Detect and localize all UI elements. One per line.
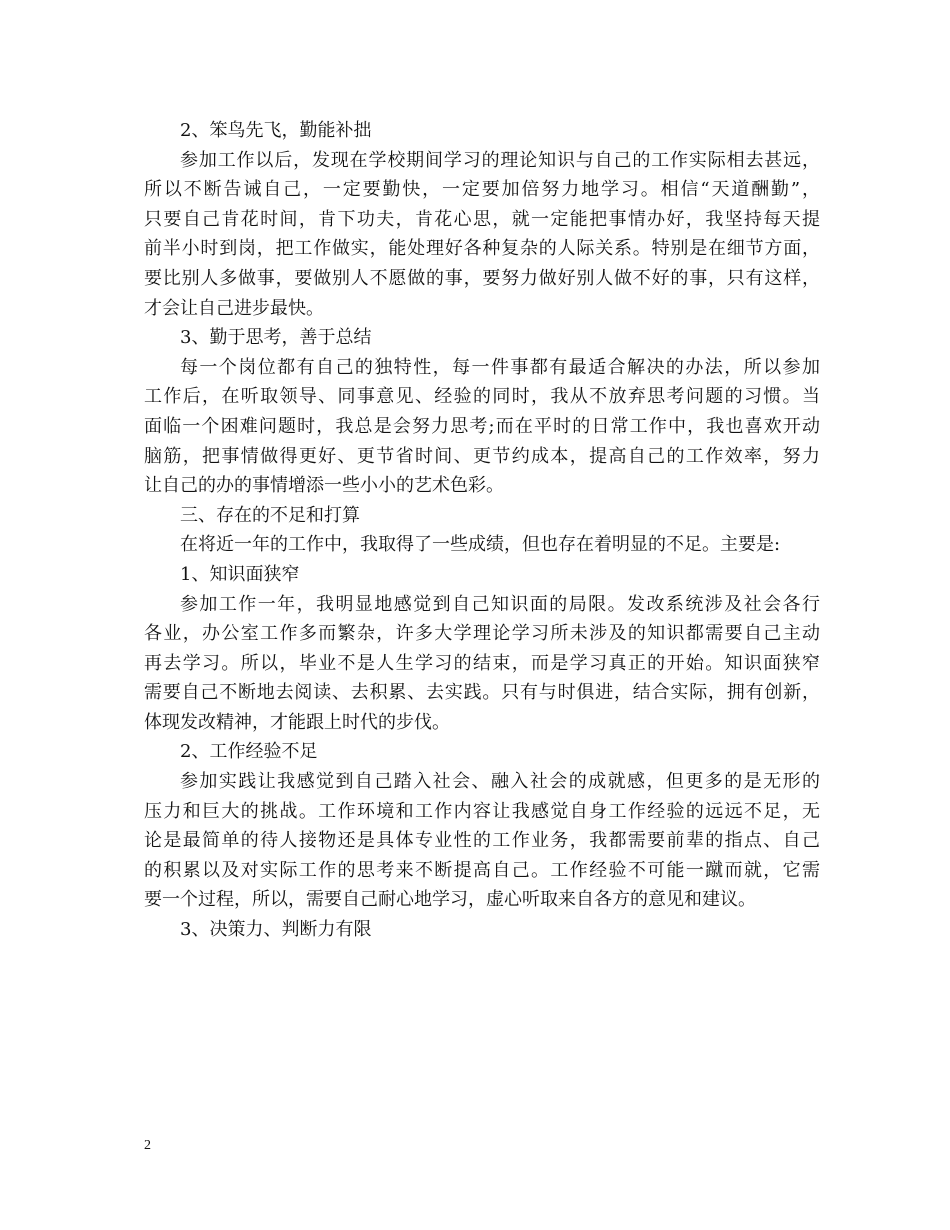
- paragraph-line: 在将近一年的工作中，我取得了一些成绩，但也存在着明显的不足。主要是:: [180, 534, 781, 556]
- paragraph-line: 只要自己肯花时间，肯下功夫，肯花心思，就一定能把事情办好，我坚持每天提: [144, 208, 820, 230]
- paragraph-line: 要比别人多做事，要做别人不愿做的事，要努力做好别人做不好的事，只有这样，: [144, 267, 820, 289]
- paragraph-line: 压力和巨大的挑战。工作环境和工作内容让我感觉自身工作经验的远远不足，无: [144, 800, 820, 822]
- paragraph-line: 才会让自己进步最快。: [144, 297, 324, 319]
- paragraph-line: 让自己的办的事情增添一些小小的艺术色彩。: [144, 475, 504, 497]
- section-heading: 1、知识面狭窄: [180, 563, 300, 585]
- paragraph-line: 面临一个困难问题时，我总是会努力思考;而在平时的日常工作中，我也喜欢开动: [144, 415, 820, 437]
- paragraph-line: 参加工作一年，我明显地感觉到自己知识面的局限。发改系统涉及社会各行: [180, 593, 820, 615]
- paragraph-line: 参加实践让我感觉到自己踏入社会、融入社会的成就感，但更多的是无形的: [180, 771, 820, 793]
- paragraph-line: 体现发改精神，才能跟上时代的步伐。: [144, 711, 450, 733]
- document-body: [144, 116, 820, 945]
- paragraph-line: 各业，办公室工作多而繁杂，许多大学理论学习所未涉及的知识都需要自己主动: [144, 623, 820, 645]
- paragraph-line: 要一个过程，所以，需要自己耐心地学习，虚心听取来自各方的意见和建议。: [144, 889, 756, 911]
- paragraph-line: 的积累以及对实际工作的思考来不断提高自己。工作经验不可能一蹴而就，它需: [144, 859, 820, 881]
- paragraph-line: 需要自己不断地去阅读、去积累、去实践。只有与时俱进，结合实际，拥有创新，: [144, 682, 820, 704]
- paragraph-line: 脑筋，把事情做得更好、更节省时间、更节约成本，提高自己的工作效率，努力: [144, 445, 820, 467]
- paragraph-line: 再去学习。所以，毕业不是人生学习的结束，而是学习真正的开始。知识面狭窄: [144, 652, 820, 674]
- paragraph-line: 参加工作以后，发现在学校期间学习的理论知识与自己的工作实际相去甚远，: [180, 149, 820, 171]
- paragraph-line: 前半小时到岗，把工作做实，能处理好各种复杂的人际关系。特别是在细节方面，: [144, 238, 820, 260]
- section-heading: 2、工作经验不足: [180, 741, 318, 763]
- paragraph-line: 所以不断告诫自己，一定要勤快，一定要加倍努力地学习。相信“天道酬勤”，: [144, 179, 820, 201]
- paragraph-line: 论是最简单的待人接物还是具体专业性的工作业务，我都需要前辈的指点、自己: [144, 830, 820, 852]
- paragraph-line: 每一个岗位都有自己的独特性，每一件事都有最适合解决的办法，所以参加: [180, 356, 820, 378]
- section-heading: 2、笨鸟先飞，勤能补拙: [180, 120, 372, 141]
- page-number: 2: [144, 1138, 151, 1153]
- paragraph-line: 工作后，在听取领导、同事意见、经验的同时，我从不放弃思考问题的习惯。当: [144, 386, 820, 408]
- section-heading: 三、存在的不足和打算: [180, 504, 360, 526]
- section-heading: 3、决策力、判断力有限: [180, 919, 372, 941]
- section-heading: 3、勤于思考，善于总结: [180, 327, 372, 349]
